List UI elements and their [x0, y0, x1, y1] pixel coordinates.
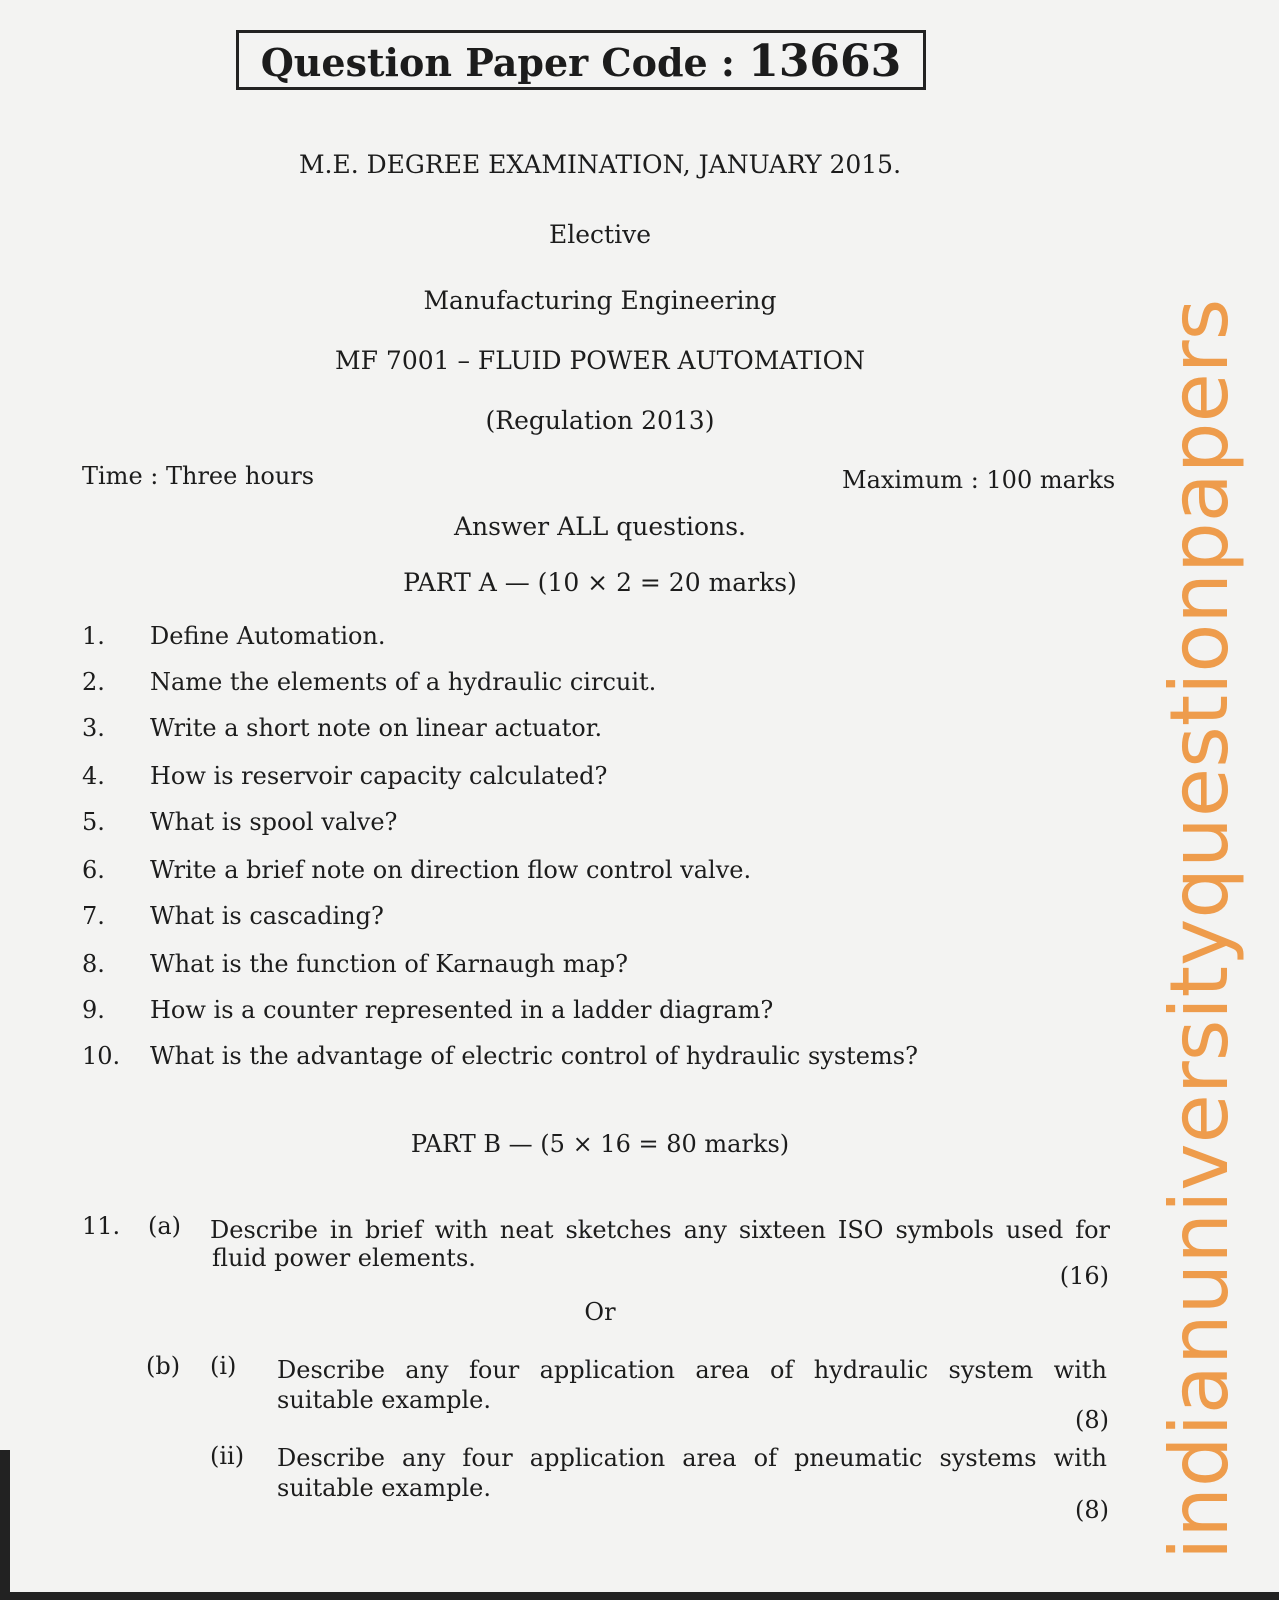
- question-text: How is reservoir capacity calculated?: [150, 762, 608, 790]
- question-number: 5.: [82, 808, 105, 836]
- part-a-title: PART A — (10 × 2 = 20 marks): [403, 568, 797, 597]
- scan-edge-left: [0, 1450, 10, 1600]
- watermark: indianuniversityquestionpapers: [1153, 298, 1246, 1560]
- q11a-label: (a): [148, 1212, 182, 1240]
- question-number: 9.: [82, 996, 105, 1024]
- q11a-line1: Describe in brief with neat sketches any sixteen ISO symbols used for: [210, 1216, 1110, 1244]
- question-text: What is the function of Karnaugh map?: [150, 950, 628, 978]
- q11bi-marks: (8): [1075, 1406, 1109, 1434]
- q11bii-line2: suitable example.: [277, 1474, 491, 1502]
- question-paper-code-box: [236, 30, 926, 90]
- q11bii-line1: Describe any four application area of pneumatic systems with: [277, 1444, 1107, 1472]
- question-number: 10.: [82, 1042, 121, 1070]
- q11bii-marks: (8): [1075, 1496, 1109, 1524]
- q11-number: 11.: [82, 1212, 121, 1240]
- part-b-title: PART B — (5 × 16 = 80 marks): [410, 1130, 790, 1158]
- q11b-label: (b): [146, 1352, 181, 1380]
- q11bi-line1: Describe any four application area of hydraulic system with: [277, 1356, 1107, 1384]
- question-number: 3.: [82, 714, 105, 742]
- exam-title: M.E. DEGREE EXAMINATION, JANUARY 2015.: [298, 150, 902, 179]
- code-label: Question Paper Code :: [260, 40, 735, 85]
- question-number: 7.: [82, 902, 105, 930]
- question-text: What is the advantage of electric control of hydraulic systems?: [150, 1042, 918, 1070]
- question-text: Define Automation.: [150, 622, 386, 650]
- branch: Manufacturing Engineering: [423, 286, 777, 315]
- question-number: 2.: [82, 668, 105, 696]
- question-text: What is cascading?: [150, 902, 384, 930]
- instruction: Answer ALL questions.: [454, 512, 746, 541]
- question-text: How is a counter represented in a ladder diagram?: [150, 996, 774, 1024]
- regulation: (Regulation 2013): [485, 406, 715, 435]
- question-number: 8.: [82, 950, 105, 978]
- max-marks: Maximum : 100 marks: [842, 466, 1116, 494]
- q11bi-label: (i): [210, 1352, 237, 1380]
- code-number: 13663: [748, 36, 902, 87]
- q11a-marks: (16): [1059, 1262, 1109, 1290]
- question-text: Write a brief note on direction flow control valve.: [150, 856, 752, 884]
- question-number: 4.: [82, 762, 105, 790]
- q11a-line2: fluid power elements.: [212, 1244, 476, 1272]
- question-text: Name the elements of a hydraulic circuit.: [150, 668, 657, 696]
- time: Time : Three hours: [82, 462, 315, 490]
- subject: MF 7001 – FLUID POWER AUTOMATION: [335, 346, 865, 375]
- question-number: 1.: [82, 622, 105, 650]
- category: Elective: [548, 220, 651, 249]
- or-separator: Or: [584, 1298, 616, 1326]
- question-number: 6.: [82, 856, 105, 884]
- q11bii-label: (ii): [210, 1442, 245, 1470]
- scan-edge-bottom: [0, 1592, 1279, 1600]
- question-text: Write a short note on linear actuator.: [150, 714, 603, 742]
- q11bi-line2: suitable example.: [277, 1386, 491, 1414]
- question-text: What is spool valve?: [150, 808, 398, 836]
